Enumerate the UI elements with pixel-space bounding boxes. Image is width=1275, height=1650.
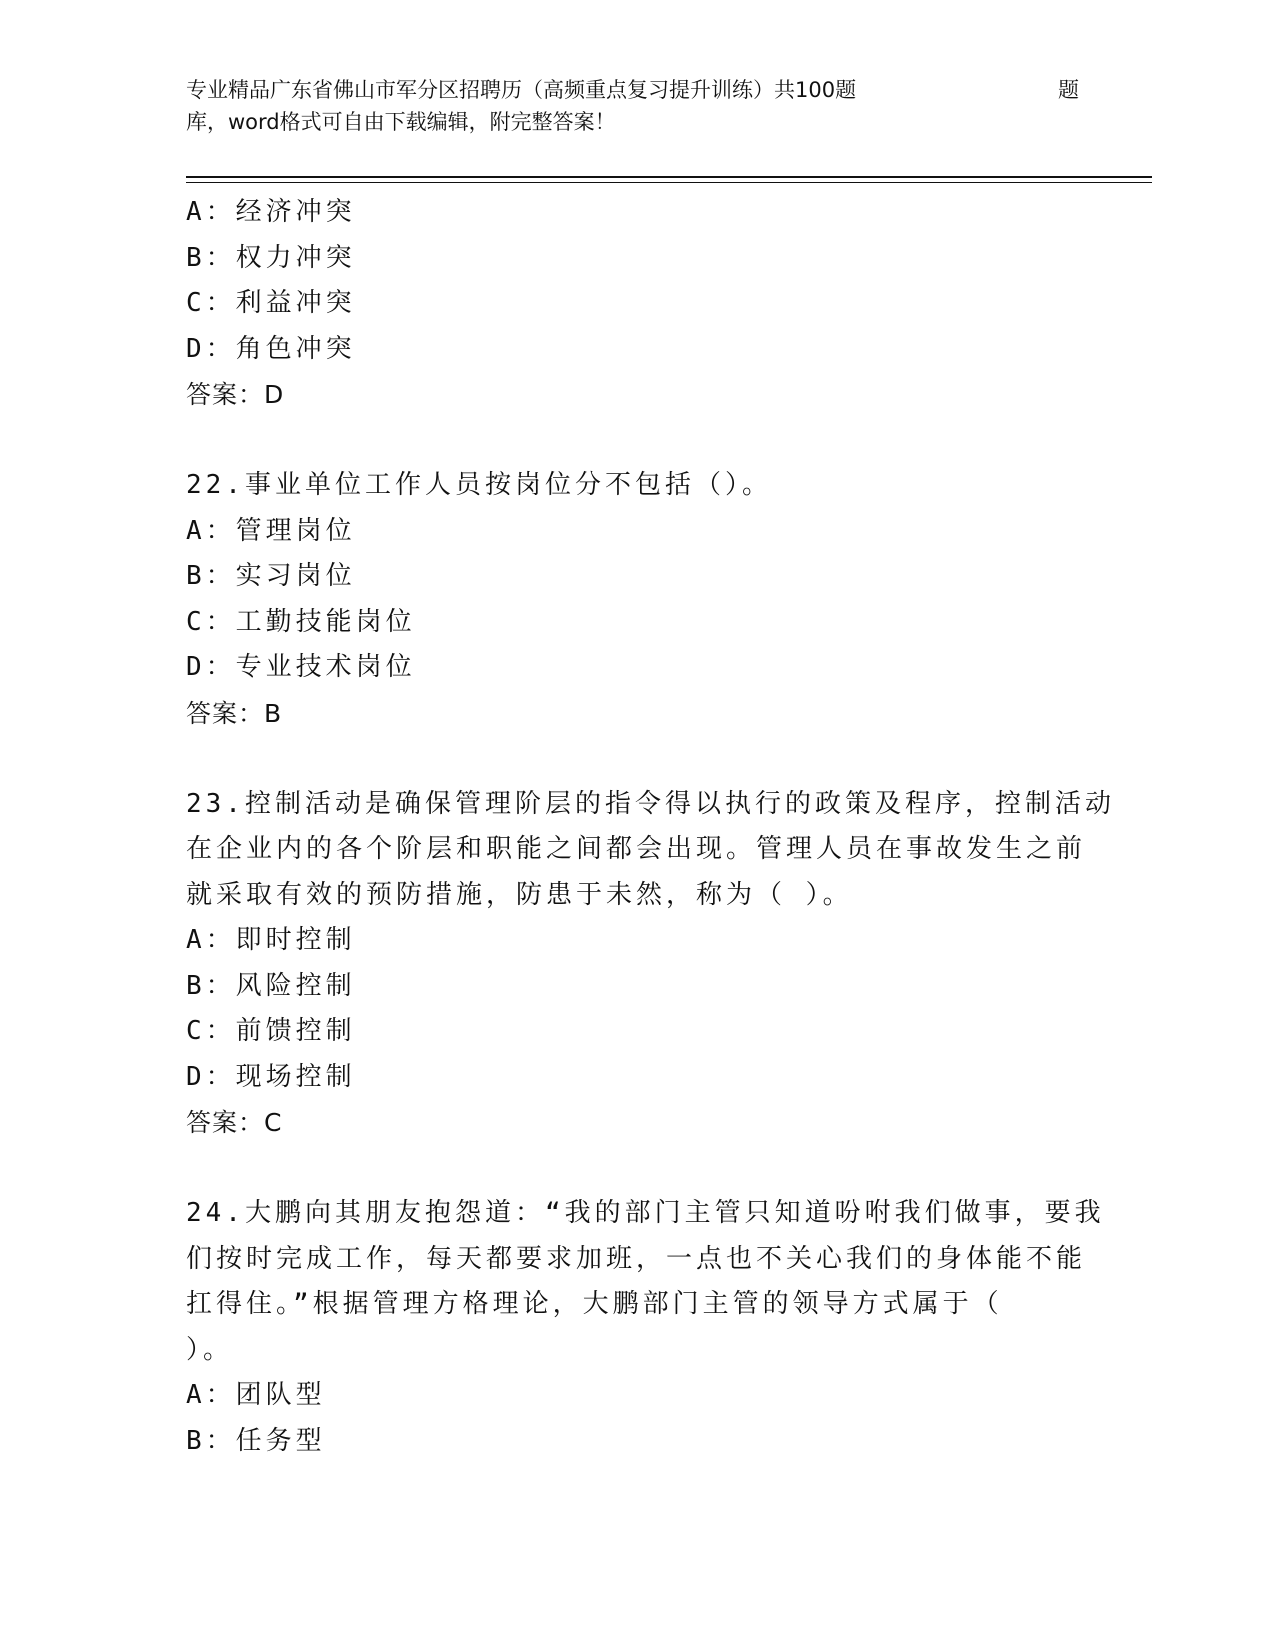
question-stem: 22.事业单位工作人员按岗位分不包括（）。: [186, 470, 772, 500]
option-c: C：工勤技能岗位: [186, 606, 416, 637]
option-a: A：管理岗位: [186, 515, 356, 546]
option-a: A：经济冲突: [186, 197, 356, 227]
question-stem-line: 24.大鹏向其朋友抱怨道：“我的部门主管只知道吩咐我们做事，要我: [186, 1198, 1105, 1228]
option-a: A：即时控制: [186, 925, 356, 955]
question-24: [186, 1191, 1105, 1464]
question-23: [186, 782, 1115, 1146]
option-c: C：利益冲突: [186, 288, 356, 318]
question-21-options: [186, 190, 1086, 418]
header-title-text: 专业精品广东省佛山市军分区招聘历（高频重点复习提升训练）共100题: [186, 78, 857, 102]
option-b: B：权力冲突: [186, 242, 356, 273]
question-stem-line: 扛得住。”根据管理方格理论，大鹏部门主管的领导方式属于（: [186, 1289, 1003, 1319]
spacer: [186, 1146, 1086, 1192]
answer-line: 答案：D: [186, 380, 285, 409]
option-c: C：前馈控制: [186, 1016, 356, 1046]
question-stem-line: 就采取有效的预防措施，防患于未然，称为（ ）。: [186, 879, 853, 910]
option-a: A：团队型: [186, 1380, 326, 1410]
question-22: [186, 463, 1086, 736]
option-b: B：风险控制: [186, 970, 356, 1001]
header-line-1: [186, 74, 1086, 106]
header-rule-thick: [186, 176, 1152, 178]
option-d: D：专业技术岗位: [186, 652, 416, 682]
question-stem-line: 们按时完成工作，每天都要求加班，一点也不关心我们的身体能不能: [186, 1243, 1087, 1274]
option-d: D：角色冲突: [186, 333, 356, 364]
page-header: [186, 74, 1086, 138]
header-rule-thin: [186, 182, 1152, 183]
question-stem-line: 在企业内的各个阶层和职能之间都会出现。管理人员在事故发生之前: [186, 834, 1087, 864]
option-b: B：任务型: [186, 1425, 326, 1456]
spacer: [186, 736, 1086, 782]
spacer: [186, 418, 1086, 464]
header-line-2: 库，word格式可自由下载编辑，附完整答案！: [186, 110, 616, 134]
option-d: D：现场控制: [186, 1061, 356, 1092]
answer-line: 答案：C: [186, 1108, 283, 1137]
question-stem-line: 23.控制活动是确保管理阶层的指令得以执行的政策及程序，控制活动: [186, 788, 1115, 819]
option-b: B：实习岗位: [186, 561, 356, 591]
question-stem-line: ）。: [186, 1334, 234, 1365]
answer-line: 答案：B: [186, 698, 283, 728]
header-title-trail: 题: [1058, 78, 1079, 102]
question-content: [186, 190, 1115, 1464]
